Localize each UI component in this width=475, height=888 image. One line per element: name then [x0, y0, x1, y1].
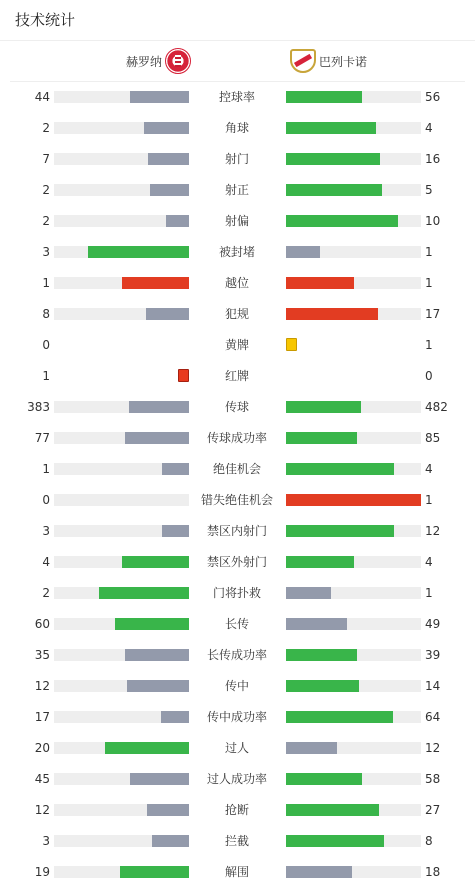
home-bar-fill	[152, 835, 189, 847]
stat-row	[0, 763, 475, 794]
stat-label: 传球	[224, 400, 249, 414]
away-team-crest-icon	[290, 49, 316, 73]
away-team-name: 巴列卡诺	[319, 55, 368, 69]
away-bar-track	[286, 618, 421, 630]
away-value: 16	[425, 152, 441, 166]
home-value: 44	[34, 90, 50, 104]
home-value: 12	[34, 679, 50, 693]
home-red-card-icon	[178, 369, 189, 382]
away-bar-fill	[286, 525, 394, 537]
home-bar-track	[54, 835, 189, 847]
stat-row	[0, 267, 475, 298]
home-team-name: 赫罗纳	[125, 55, 162, 69]
away-value: 17	[425, 307, 441, 321]
home-bar-fill	[120, 866, 189, 878]
divider	[0, 40, 475, 41]
home-bar-fill	[105, 742, 189, 754]
home-value: 0	[42, 493, 50, 507]
home-bar-fill	[115, 618, 189, 630]
away-value: 4	[425, 462, 433, 476]
stat-label: 禁区外射门	[206, 555, 267, 569]
stat-label: 红牌	[224, 369, 249, 383]
home-bar-track	[54, 494, 189, 506]
home-bar-fill	[127, 680, 189, 692]
stat-row	[0, 422, 475, 453]
stat-row	[0, 701, 475, 732]
home-value: 3	[42, 834, 50, 848]
stat-label: 长传	[224, 617, 249, 631]
away-bar-track	[286, 525, 421, 537]
home-bar-track	[54, 587, 189, 599]
stat-label: 被封堵	[218, 245, 255, 259]
home-bar-track	[54, 153, 189, 165]
home-bar-track	[54, 804, 189, 816]
home-value: 2	[42, 183, 50, 197]
home-value: 45	[34, 772, 50, 786]
home-value: 1	[42, 276, 50, 290]
away-value: 39	[425, 648, 441, 662]
away-bar-fill	[286, 184, 382, 196]
away-bar-fill	[286, 494, 421, 506]
home-bar-fill	[122, 556, 190, 568]
home-bar-track	[54, 556, 189, 568]
home-bar-track	[54, 432, 189, 444]
away-bar-fill	[286, 246, 320, 258]
stat-row	[0, 236, 475, 267]
home-value: 1	[42, 369, 50, 383]
away-value: 49	[425, 617, 441, 631]
away-bar-fill	[286, 866, 352, 878]
stat-row	[0, 515, 475, 546]
away-bar-track	[286, 804, 421, 816]
stat-row	[0, 205, 475, 236]
away-bar-fill	[286, 804, 379, 816]
stat-label: 射正	[224, 183, 249, 197]
home-bar-fill	[122, 277, 190, 289]
away-bar-track	[286, 835, 421, 847]
home-bar-fill	[99, 587, 189, 599]
away-bar-fill	[286, 463, 394, 475]
away-bar-fill	[286, 742, 337, 754]
home-bar-track	[54, 277, 189, 289]
away-value: 0	[425, 369, 433, 383]
away-yellow-card-icon	[286, 338, 297, 351]
away-value: 5	[425, 183, 433, 197]
stat-row	[0, 391, 475, 422]
stat-label: 过人	[224, 741, 249, 755]
away-value: 56	[425, 90, 441, 104]
stat-row	[0, 360, 475, 391]
stat-label: 长传成功率	[206, 648, 267, 662]
home-value: 8	[42, 307, 50, 321]
home-value: 0	[42, 338, 50, 352]
away-bar-track	[286, 184, 421, 196]
page-title: 技术统计	[15, 11, 76, 29]
home-bar-track	[54, 91, 189, 103]
home-bar-fill	[166, 215, 189, 227]
away-bar-fill	[286, 618, 347, 630]
home-value: 2	[42, 121, 50, 135]
home-bar-fill	[125, 649, 189, 661]
away-bar-fill	[286, 711, 393, 723]
away-bar-fill	[286, 401, 361, 413]
stat-label: 射门	[224, 152, 249, 166]
stat-label: 黄牌	[224, 338, 249, 352]
home-value: 20	[34, 741, 50, 755]
home-bar-track	[54, 866, 189, 878]
stat-label: 传中成功率	[206, 710, 267, 724]
home-value: 3	[42, 524, 50, 538]
away-bar-track	[286, 91, 421, 103]
stat-row	[0, 143, 475, 174]
away-value: 12	[425, 741, 441, 755]
home-bar-fill	[129, 401, 189, 413]
away-bar-track	[286, 494, 421, 506]
away-value: 1	[425, 338, 433, 352]
away-bar-track	[286, 773, 421, 785]
stat-row	[0, 856, 475, 887]
away-bar-fill	[286, 773, 362, 785]
stat-row	[0, 298, 475, 329]
home-bar-track	[54, 401, 189, 413]
stat-label: 传球成功率	[206, 431, 267, 445]
away-bar-fill	[286, 556, 354, 568]
stat-row	[0, 825, 475, 856]
stat-label: 控球率	[218, 90, 255, 104]
away-bar-track	[286, 680, 421, 692]
away-bar-track	[286, 463, 421, 475]
away-value: 64	[425, 710, 441, 724]
away-value: 8	[425, 834, 433, 848]
stat-label: 门将扑救	[212, 586, 261, 600]
home-bar-fill	[162, 525, 189, 537]
away-value: 27	[425, 803, 441, 817]
stat-label: 越位	[224, 276, 249, 290]
stat-row	[0, 81, 475, 112]
away-bar-fill	[286, 835, 384, 847]
stat-label: 绝佳机会	[212, 462, 261, 476]
away-value: 85	[425, 431, 441, 445]
stat-label: 角球	[224, 121, 249, 135]
stat-label: 拦截	[224, 834, 249, 848]
away-bar-track	[286, 711, 421, 723]
stats-list	[0, 81, 475, 887]
home-bar-fill	[88, 246, 189, 258]
away-bar-fill	[286, 153, 380, 165]
team-header	[0, 44, 475, 80]
stat-row	[0, 608, 475, 639]
stat-row	[0, 670, 475, 701]
away-bar-fill	[286, 587, 331, 599]
home-bar-fill	[130, 91, 189, 103]
home-bar-track	[54, 618, 189, 630]
home-value: 4	[42, 555, 50, 569]
stat-row	[0, 546, 475, 577]
away-bar-track	[286, 432, 421, 444]
away-value: 4	[425, 121, 433, 135]
stat-row	[0, 453, 475, 484]
home-value: 2	[42, 214, 50, 228]
away-bar-track	[286, 153, 421, 165]
home-bar-track	[54, 215, 189, 227]
home-bar-fill	[148, 153, 189, 165]
home-value: 2	[42, 586, 50, 600]
home-bar-fill	[161, 711, 189, 723]
away-value: 482	[425, 400, 448, 414]
stat-label: 犯规	[224, 307, 249, 321]
away-value: 1	[425, 245, 433, 259]
stat-row	[0, 329, 475, 360]
away-bar-fill	[286, 432, 357, 444]
home-value: 19	[34, 865, 50, 879]
home-value: 1	[42, 462, 50, 476]
away-bar-track	[286, 866, 421, 878]
away-value: 1	[425, 586, 433, 600]
away-bar-track	[286, 246, 421, 258]
away-bar-fill	[286, 215, 398, 227]
home-bar-fill	[147, 804, 189, 816]
home-value: 383	[27, 400, 50, 414]
away-bar-fill	[286, 91, 362, 103]
home-value: 17	[34, 710, 50, 724]
stat-row	[0, 174, 475, 205]
home-bar-track	[54, 122, 189, 134]
home-bar-fill	[146, 308, 189, 320]
home-bar-track	[54, 742, 189, 754]
away-bar-fill	[286, 277, 354, 289]
away-bar-track	[286, 401, 421, 413]
away-bar-track	[286, 277, 421, 289]
away-bar-track	[286, 308, 421, 320]
home-bar-track	[54, 711, 189, 723]
home-bar-track	[54, 680, 189, 692]
away-value: 10	[425, 214, 441, 228]
away-value: 14	[425, 679, 441, 693]
away-bar-fill	[286, 308, 378, 320]
stat-row	[0, 732, 475, 763]
away-bar-fill	[286, 649, 357, 661]
stat-label: 抢断	[224, 803, 249, 817]
away-bar-track	[286, 122, 421, 134]
stat-row	[0, 112, 475, 143]
stat-label: 解围	[224, 865, 249, 879]
home-bar-track	[54, 246, 189, 258]
away-value: 4	[425, 555, 433, 569]
home-bar-track	[54, 463, 189, 475]
home-bar-track	[54, 649, 189, 661]
away-value: 18	[425, 865, 441, 879]
home-bar-track	[54, 525, 189, 537]
away-bar-track	[286, 556, 421, 568]
stat-row	[0, 794, 475, 825]
away-bar-track	[286, 215, 421, 227]
home-value: 60	[34, 617, 50, 631]
home-bar-track	[54, 184, 189, 196]
home-value: 3	[42, 245, 50, 259]
stat-label: 错失绝佳机会	[200, 493, 273, 507]
home-value: 77	[34, 431, 50, 445]
stat-row	[0, 484, 475, 515]
stat-row	[0, 577, 475, 608]
away-bar-track	[286, 742, 421, 754]
stat-label: 禁区内射门	[206, 524, 267, 538]
away-value: 1	[425, 493, 433, 507]
home-bar-fill	[162, 463, 189, 475]
home-bar-fill	[130, 773, 189, 785]
away-bar-fill	[286, 122, 376, 134]
home-value: 7	[42, 152, 50, 166]
stat-row	[0, 639, 475, 670]
home-value: 12	[34, 803, 50, 817]
away-bar-track	[286, 587, 421, 599]
away-value: 58	[425, 772, 441, 786]
stat-label: 过人成功率	[206, 772, 267, 786]
stat-label: 射偏	[224, 214, 249, 228]
away-value: 12	[425, 524, 441, 538]
home-bar-track	[54, 773, 189, 785]
home-bar-fill	[125, 432, 189, 444]
stat-label: 传中	[224, 679, 249, 693]
home-value: 35	[34, 648, 50, 662]
away-bar-fill	[286, 680, 359, 692]
home-bar-track	[54, 308, 189, 320]
away-value: 1	[425, 276, 433, 290]
home-bar-fill	[150, 184, 189, 196]
home-bar-fill	[144, 122, 189, 134]
home-team-crest-icon	[165, 48, 191, 74]
away-bar-track	[286, 649, 421, 661]
